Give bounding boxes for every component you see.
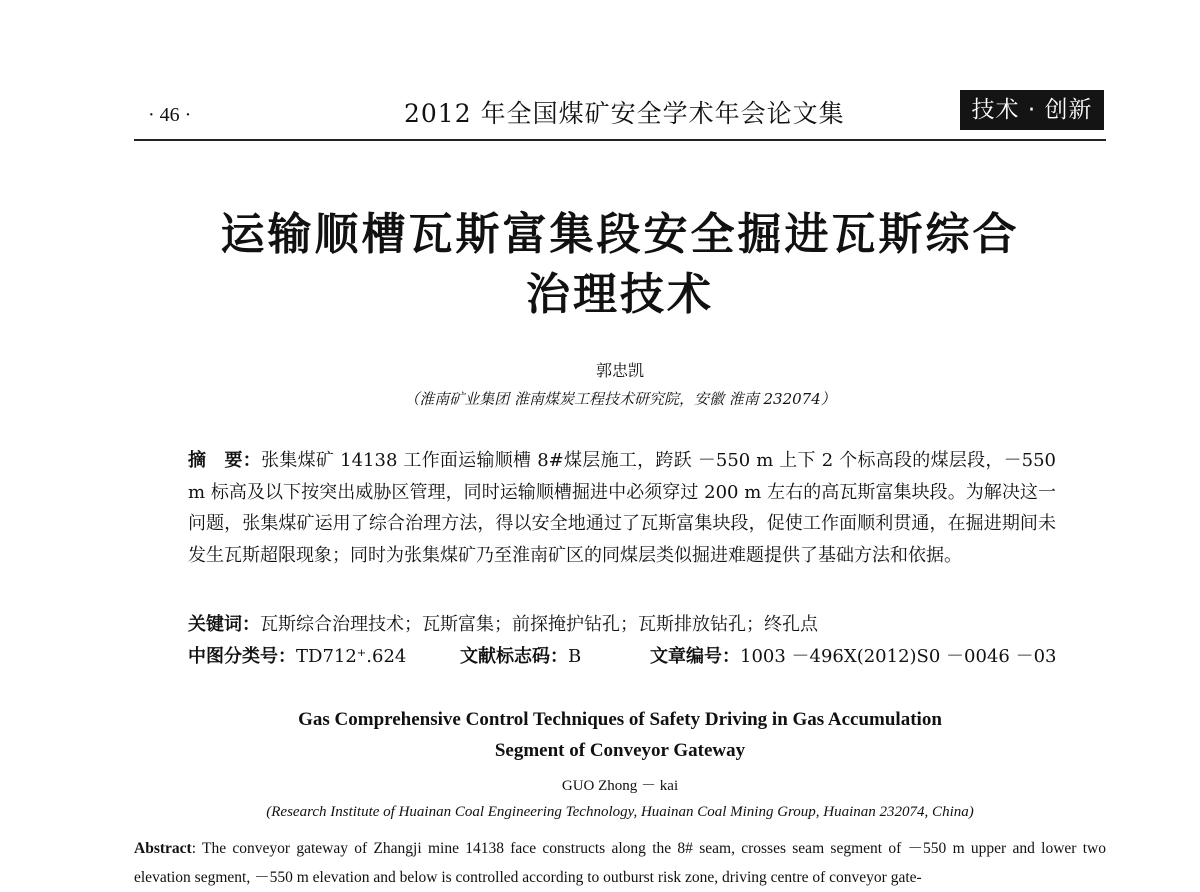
header-rule [134,139,1106,141]
article-number-label: 文章编号： [650,646,740,667]
clc-number [188,642,406,668]
section-badge: 技术 · 创新 [960,90,1104,130]
author-affiliation: （淮南矿业集团 淮南煤炭工程技术研究院，安徽 淮南 232074） [404,390,836,408]
abstract-text: 张集煤矿 14138 工作面运输顺槽 8#煤层施工，跨跃 －550 m 上下 2 个标高段的煤层段，－550 m 标高及以下按突出威胁区管理，同时运输顺槽掘进中必须穿过 200 m 左右的高瓦斯富集块段。为解决这一问题，张集煤矿运用了综合治理方法，得以安全地通过了瓦斯富集块段，促使工作面顺利贯通，在掘进期间未发生瓦斯超限现象；同时为张集煤矿乃至淮南矿区的同煤层类似掘进难题提供了基础方法和依据。 [188,450,1056,566]
page-number: · 46 · [148,104,192,126]
english-abstract-text: : The conveyor gateway of Zhangji mine 14138 face constructs along the 8# seam, crosses seam segment of －550 m upper and lower two elevation segment, －550 m elevation and below is controlled according to outburst risk zone, driving centre of conveyor gate- [134,840,1106,886]
abstract-label: 摘 要： [188,450,262,471]
article-number-value: 1003 －496X(2012)S0 －0046 －03 [740,646,1057,667]
english-affiliation: (Research Institute of Huainan Coal Engineering Technology, Huainan Coal Mining Group, Huainan 232074, China) [266,804,974,820]
english-author: GUO Zhong － kai [561,778,679,794]
document-code [460,642,581,668]
article-number [650,642,1057,668]
keywords-text: 瓦斯综合治理技术；瓦斯富集；前探掩护钻孔；瓦斯排放钻孔；终孔点 [260,614,818,635]
keywords-label: 关键词： [188,614,260,635]
english-abstract [134,834,1106,892]
english-title-line-2: Segment of Conveyor Gateway [494,740,746,761]
author-name: 郭忠凯 [595,361,644,380]
paper-title-line-1: 运输顺槽瓦斯富集段安全掘进瓦斯综合 [220,209,1020,260]
journal-title: 2012 年全国煤矿安全学术年会论文集 [404,99,845,128]
document-code-value: B [568,646,582,667]
clc-label: 中图分类号： [188,646,296,667]
chinese-abstract [188,445,1056,571]
paper-title-line-2: 治理技术 [526,269,714,320]
english-abstract-label: Abstract [134,840,192,857]
english-title-line-1: Gas Comprehensive Control Techniques of Safety Driving in Gas Accumulation [298,709,942,730]
clc-value: TD712⁺.624 [296,646,407,667]
document-code-label: 文献标志码： [460,646,568,667]
keywords [188,610,818,636]
